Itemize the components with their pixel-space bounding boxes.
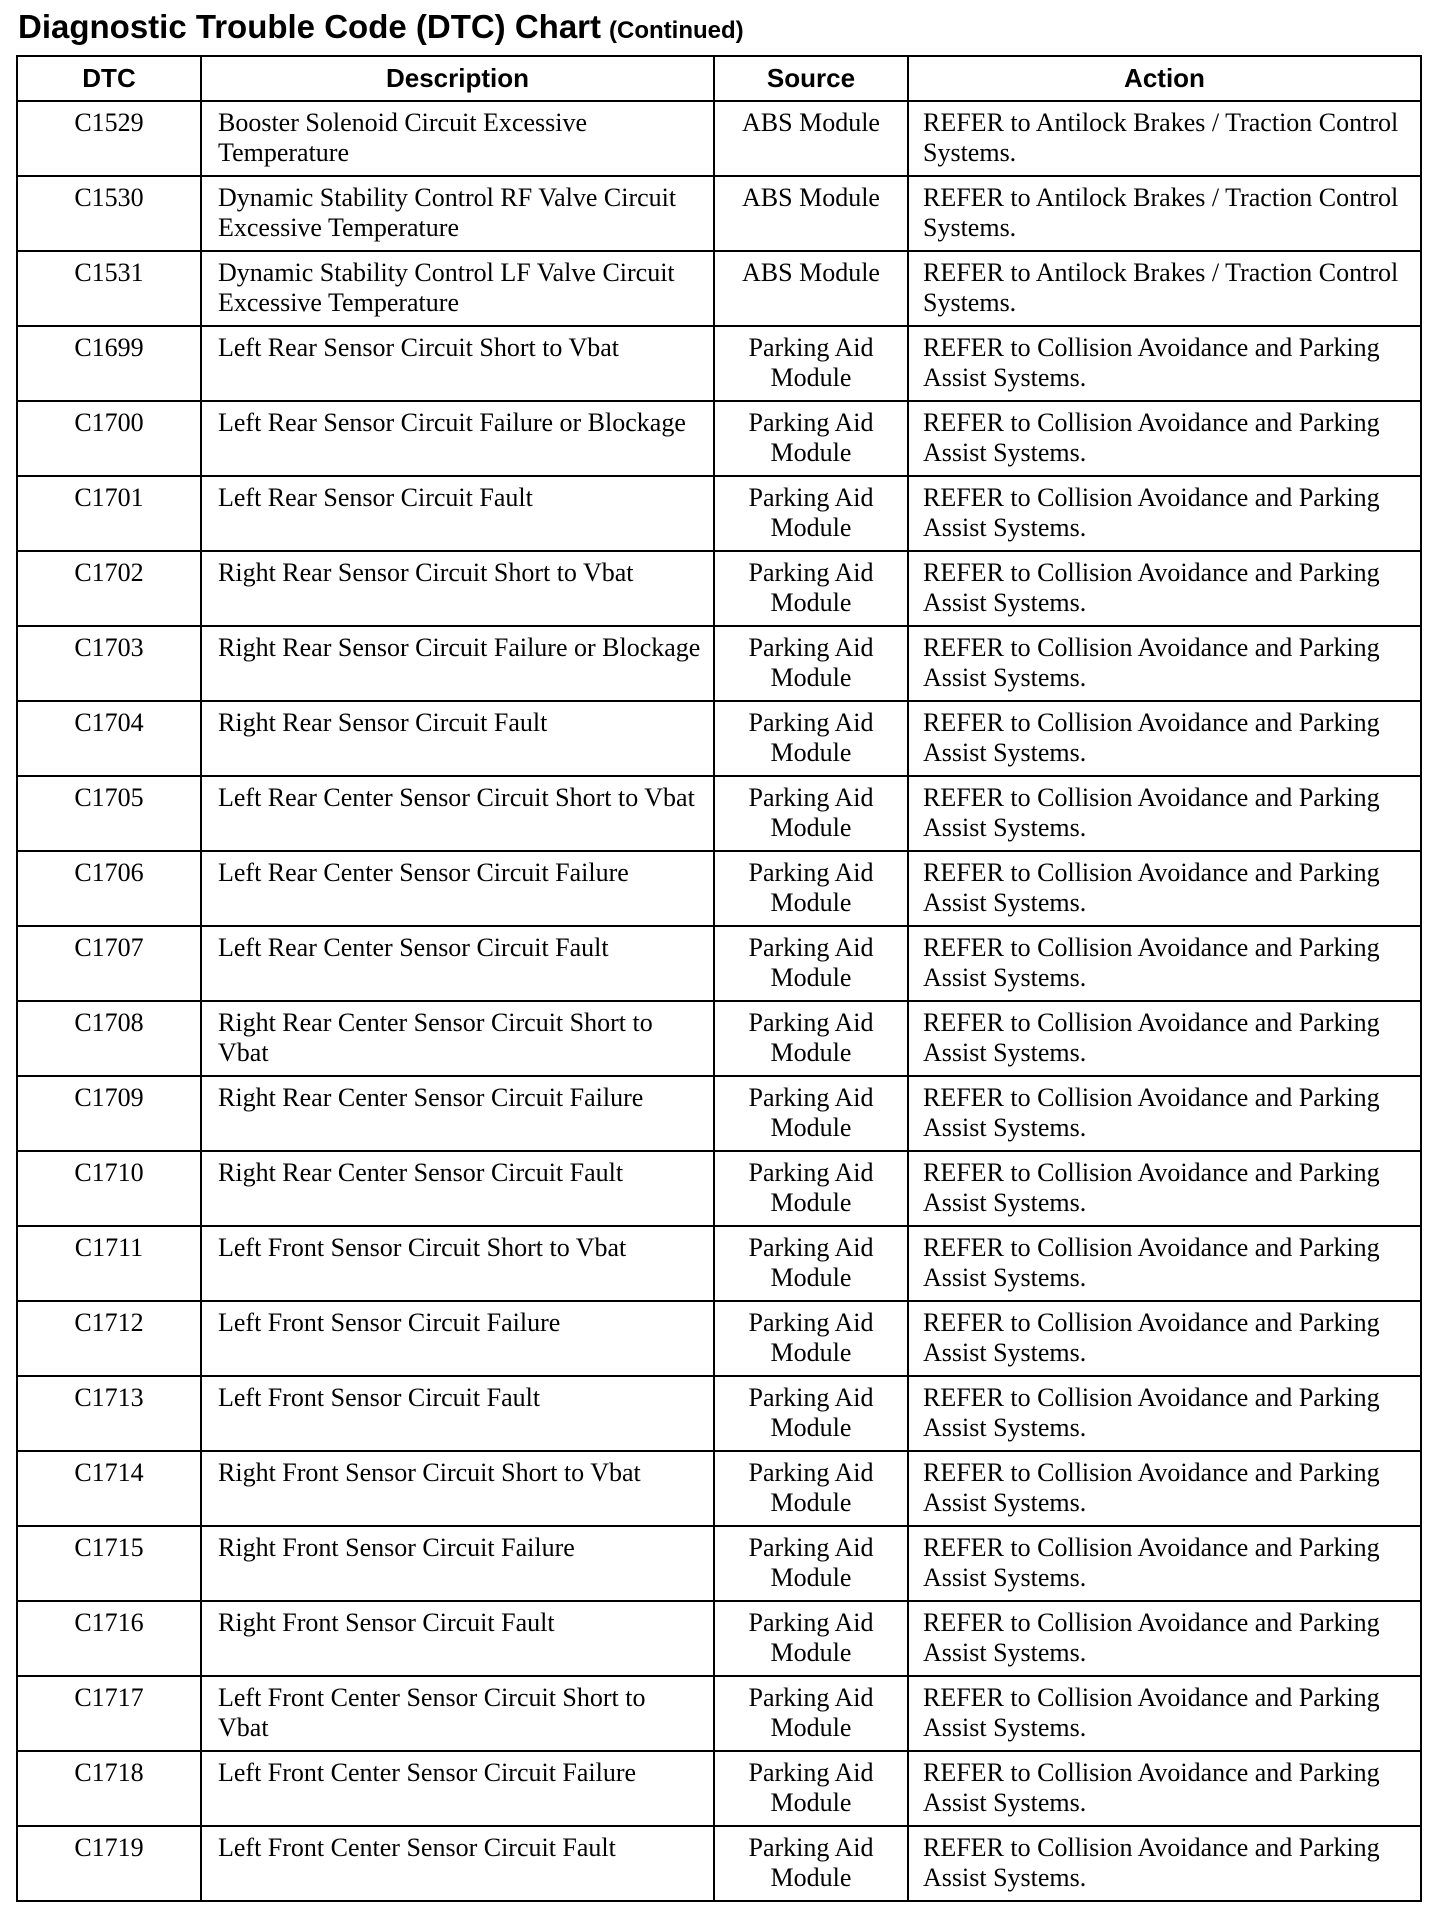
table-row [17, 1151, 1421, 1226]
description-cell: Left Front Center Sensor Circuit Fault [201, 1826, 714, 1901]
table-row [17, 701, 1421, 776]
source-cell: Parking Aid Module [714, 1526, 908, 1601]
source-cell: ABS Module [714, 176, 908, 251]
table-row [17, 1076, 1421, 1151]
source-cell: Parking Aid Module [714, 1076, 908, 1151]
table-row [17, 101, 1421, 176]
action-cell: REFER to Collision Avoidance and Parking Assist Systems. [908, 926, 1421, 1001]
action-cell: REFER to Collision Avoidance and Parking Assist Systems. [908, 626, 1421, 701]
description-cell: Right Rear Center Sensor Circuit Short to Vbat [201, 1001, 714, 1076]
dtc-code-cell: C1719 [17, 1826, 201, 1901]
source-cell: Parking Aid Module [714, 1751, 908, 1826]
source-cell: Parking Aid Module [714, 626, 908, 701]
description-cell: Right Front Sensor Circuit Short to Vbat [201, 1451, 714, 1526]
action-cell: REFER to Collision Avoidance and Parking Assist Systems. [908, 326, 1421, 401]
description-cell: Left Rear Sensor Circuit Fault [201, 476, 714, 551]
table-row [17, 1526, 1421, 1601]
source-cell: Parking Aid Module [714, 1151, 908, 1226]
description-cell: Right Front Sensor Circuit Failure [201, 1526, 714, 1601]
action-cell: REFER to Collision Avoidance and Parking Assist Systems. [908, 1676, 1421, 1751]
source-cell: Parking Aid Module [714, 476, 908, 551]
table-row [17, 1376, 1421, 1451]
action-cell: REFER to Collision Avoidance and Parking Assist Systems. [908, 776, 1421, 851]
description-cell: Left Front Sensor Circuit Short to Vbat [201, 1226, 714, 1301]
description-cell: Left Rear Center Sensor Circuit Short to Vbat [201, 776, 714, 851]
table-row [17, 401, 1421, 476]
description-cell: Dynamic Stability Control RF Valve Circuit Excessive Temperature [201, 176, 714, 251]
action-cell: REFER to Collision Avoidance and Parking Assist Systems. [908, 1226, 1421, 1301]
dtc-code-cell: C1530 [17, 176, 201, 251]
table-row [17, 1826, 1421, 1901]
source-cell: Parking Aid Module [714, 851, 908, 926]
table-row [17, 1226, 1421, 1301]
dtc-code-cell: C1715 [17, 1526, 201, 1601]
dtc-table [16, 55, 1422, 1902]
source-cell: Parking Aid Module [714, 1676, 908, 1751]
table-row [17, 1751, 1421, 1826]
dtc-code-cell: C1712 [17, 1301, 201, 1376]
source-cell: Parking Aid Module [714, 1601, 908, 1676]
action-cell: REFER to Collision Avoidance and Parking Assist Systems. [908, 401, 1421, 476]
dtc-code-cell: C1700 [17, 401, 201, 476]
dtc-code-cell: C1699 [17, 326, 201, 401]
action-cell: REFER to Collision Avoidance and Parking Assist Systems. [908, 701, 1421, 776]
description-cell: Left Front Sensor Circuit Failure [201, 1301, 714, 1376]
description-cell: Right Front Sensor Circuit Fault [201, 1601, 714, 1676]
table-row [17, 926, 1421, 1001]
dtc-code-cell: C1706 [17, 851, 201, 926]
action-cell: REFER to Antilock Brakes / Traction Control Systems. [908, 176, 1421, 251]
action-cell: REFER to Antilock Brakes / Traction Control Systems. [908, 101, 1421, 176]
dtc-code-cell: C1707 [17, 926, 201, 1001]
source-cell: Parking Aid Module [714, 1301, 908, 1376]
action-cell: REFER to Collision Avoidance and Parking Assist Systems. [908, 1001, 1421, 1076]
description-cell: Left Rear Center Sensor Circuit Fault [201, 926, 714, 1001]
table-body [17, 101, 1421, 1901]
page-title-continued: (Continued) [609, 17, 744, 44]
description-cell: Dynamic Stability Control LF Valve Circuit Excessive Temperature [201, 251, 714, 326]
dtc-code-cell: C1710 [17, 1151, 201, 1226]
description-cell: Right Rear Sensor Circuit Short to Vbat [201, 551, 714, 626]
action-cell: REFER to Collision Avoidance and Parking Assist Systems. [908, 551, 1421, 626]
column-header-dtc: DTC [17, 56, 201, 101]
action-cell: REFER to Antilock Brakes / Traction Control Systems. [908, 251, 1421, 326]
table-row [17, 1001, 1421, 1076]
description-cell: Left Rear Sensor Circuit Failure or Blockage [201, 401, 714, 476]
action-cell: REFER to Collision Avoidance and Parking Assist Systems. [908, 1151, 1421, 1226]
source-cell: Parking Aid Module [714, 1226, 908, 1301]
table-row [17, 851, 1421, 926]
table-row [17, 326, 1421, 401]
description-cell: Right Rear Sensor Circuit Fault [201, 701, 714, 776]
source-cell: Parking Aid Module [714, 1001, 908, 1076]
source-cell: Parking Aid Module [714, 1451, 908, 1526]
dtc-code-cell: C1703 [17, 626, 201, 701]
dtc-code-cell: C1714 [17, 1451, 201, 1526]
description-cell: Booster Solenoid Circuit Excessive Temperature [201, 101, 714, 176]
table-row [17, 1676, 1421, 1751]
action-cell: REFER to Collision Avoidance and Parking Assist Systems. [908, 476, 1421, 551]
action-cell: REFER to Collision Avoidance and Parking Assist Systems. [908, 1376, 1421, 1451]
action-cell: REFER to Collision Avoidance and Parking Assist Systems. [908, 1601, 1421, 1676]
description-cell: Left Rear Sensor Circuit Short to Vbat [201, 326, 714, 401]
source-cell: Parking Aid Module [714, 701, 908, 776]
table-row [17, 176, 1421, 251]
source-cell: Parking Aid Module [714, 551, 908, 626]
table-row [17, 626, 1421, 701]
dtc-code-cell: C1718 [17, 1751, 201, 1826]
page-title-text: Diagnostic Trouble Code (DTC) Chart [18, 8, 602, 45]
column-header-description: Description [201, 56, 714, 101]
table-row [17, 251, 1421, 326]
dtc-code-cell: C1704 [17, 701, 201, 776]
table-row [17, 551, 1421, 626]
source-cell: ABS Module [714, 101, 908, 176]
source-cell: Parking Aid Module [714, 926, 908, 1001]
description-cell: Right Rear Sensor Circuit Failure or Blockage [201, 626, 714, 701]
table-header-row [17, 56, 1421, 101]
column-header-source: Source [714, 56, 908, 101]
action-cell: REFER to Collision Avoidance and Parking Assist Systems. [908, 1301, 1421, 1376]
dtc-code-cell: C1701 [17, 476, 201, 551]
source-cell: ABS Module [714, 251, 908, 326]
action-cell: REFER to Collision Avoidance and Parking Assist Systems. [908, 1826, 1421, 1901]
description-cell: Left Front Center Sensor Circuit Short to Vbat [201, 1676, 714, 1751]
description-cell: Left Front Center Sensor Circuit Failure [201, 1751, 714, 1826]
table-row [17, 1601, 1421, 1676]
table-row [17, 1301, 1421, 1376]
description-cell: Left Front Sensor Circuit Fault [201, 1376, 714, 1451]
column-header-action: Action [908, 56, 1421, 101]
source-cell: Parking Aid Module [714, 776, 908, 851]
table-row [17, 476, 1421, 551]
action-cell: REFER to Collision Avoidance and Parking Assist Systems. [908, 1451, 1421, 1526]
description-cell: Right Rear Center Sensor Circuit Failure [201, 1076, 714, 1151]
description-cell: Left Rear Center Sensor Circuit Failure [201, 851, 714, 926]
dtc-code-cell: C1705 [17, 776, 201, 851]
dtc-code-cell: C1711 [17, 1226, 201, 1301]
source-cell: Parking Aid Module [714, 326, 908, 401]
dtc-code-cell: C1702 [17, 551, 201, 626]
action-cell: REFER to Collision Avoidance and Parking Assist Systems. [908, 1526, 1421, 1601]
table-row [17, 1451, 1421, 1526]
page-title [18, 4, 744, 50]
description-cell: Right Rear Center Sensor Circuit Fault [201, 1151, 714, 1226]
source-cell: Parking Aid Module [714, 401, 908, 476]
dtc-code-cell: C1713 [17, 1376, 201, 1451]
dtc-code-cell: C1717 [17, 1676, 201, 1751]
action-cell: REFER to Collision Avoidance and Parking Assist Systems. [908, 1076, 1421, 1151]
dtc-code-cell: C1716 [17, 1601, 201, 1676]
action-cell: REFER to Collision Avoidance and Parking Assist Systems. [908, 1751, 1421, 1826]
table-row [17, 776, 1421, 851]
dtc-code-cell: C1529 [17, 101, 201, 176]
dtc-code-cell: C1709 [17, 1076, 201, 1151]
dtc-code-cell: C1531 [17, 251, 201, 326]
dtc-code-cell: C1708 [17, 1001, 201, 1076]
source-cell: Parking Aid Module [714, 1376, 908, 1451]
action-cell: REFER to Collision Avoidance and Parking Assist Systems. [908, 851, 1421, 926]
source-cell: Parking Aid Module [714, 1826, 908, 1901]
